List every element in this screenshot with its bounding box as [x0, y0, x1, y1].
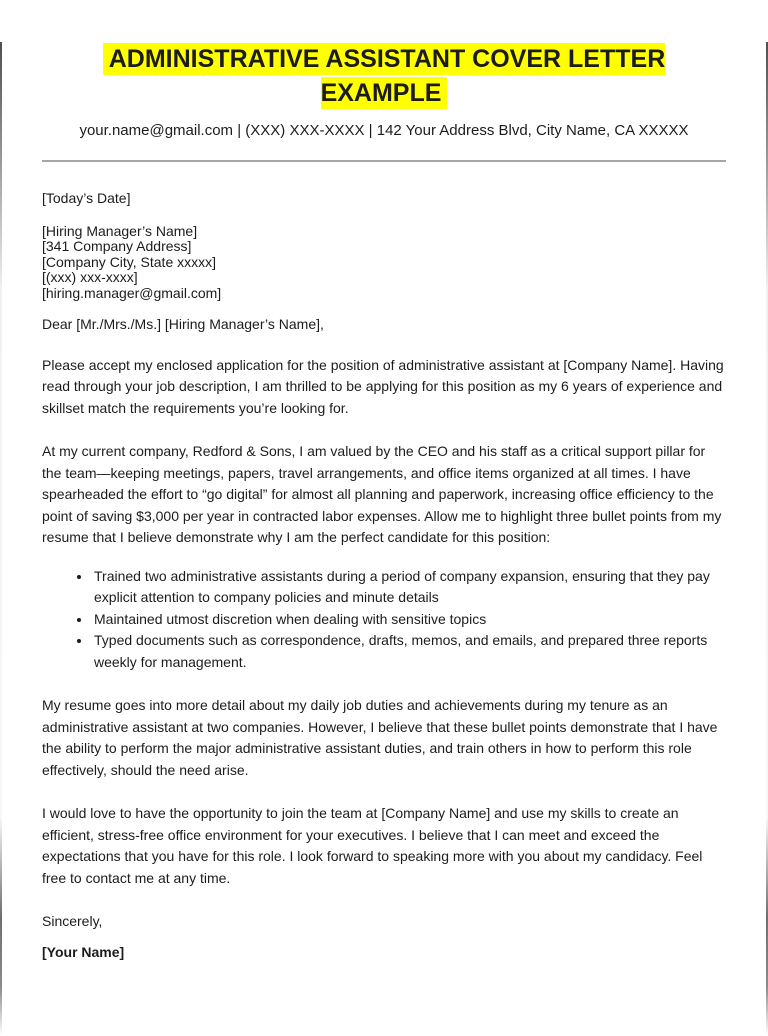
body-paragraph-resume: My resume goes into more detail about my daily job duties and achievements during my tenure as an administrative assistant at two companies. However, I believe that these bullet points demonstrate that I have the ability to perform the major administrative assistant duties, and train others in how to perform this role effectively, should the need arise. [42, 697, 718, 778]
header-divider [42, 160, 726, 162]
letter-title: ADMINISTRATIVE ASSISTANT COVER LETTER EXAMPLE [103, 43, 666, 109]
signature-name: [Your Name] [42, 943, 125, 960]
bullet-item: • Maintained utmost discretion when dealing with sensitive topics [92, 609, 726, 631]
contact-line: your.name@gmail.com | (XXX) XXX-XXXX | 142 Your Address Blvd, City Name, CA XXXXX [79, 122, 689, 139]
cover-letter-page [0, 42, 768, 960]
body-paragraph-closing: I would love to have the opportunity to join the team at [Company Name] and use my skills to create an efficient, stress-free office environment for your executives. I believe that I can meet and exceed the expectations that you have for this role. I look forward to speaking more with you about my candidacy. Feel free to contact me at any time. [42, 805, 703, 886]
letter-body [42, 191, 726, 960]
body-paragraph-intro: Please accept my enclosed application for the position of administrative assistant at [Company Name]. Having read through your job description, I am thrilled to be applying for this position as my 6 years of experience and skillset match the requirements you’re looking for. [42, 356, 724, 416]
recipient-city-line: [Company City, State xxxxx] [42, 253, 217, 270]
recipient-address-block [42, 224, 726, 302]
body-paragraph-experience: At my current company, Redford & Sons, I am valued by the CEO and his staff as a critical support pillar for the team—keeping meetings, papers, travel arrangements, and office items organized at all times. I have spearheaded the effort to “go digital” for almost all planning and paperwork, increasing office efficiency to the point of saving $3,000 per year in contracted labor expenses. Allow me to highlight three bullet points from my resume that I believe demonstrate why I am the perfect candidate for this position: [42, 443, 722, 545]
recipient-email-line: [hiring.manager@gmail.com] [42, 284, 222, 301]
closing: Sincerely, [42, 913, 103, 929]
date-line: [Today’s Date] [42, 190, 131, 206]
salutation: Dear [Mr./Mrs./Ms.] [Hiring Manager’s Name], [42, 316, 324, 332]
bullet-item: • Trained two administrative assistants during a period of company expansion, ensuring that they pay explicit attention to company policies and minute details [92, 566, 726, 609]
recipient-name-line: [Hiring Manager’s Name] [42, 222, 198, 239]
letter-header [42, 42, 726, 162]
bullet-list [42, 566, 726, 674]
recipient-address-line: [341 Company Address] [42, 238, 192, 254]
page-title-row [42, 42, 726, 110]
bullet-item: • Typed documents such as correspondence, drafts, memos, and emails, and prepared three reports weekly for management. [92, 630, 726, 673]
recipient-phone-line: [(xxx) xxx-xxxx] [42, 269, 138, 285]
